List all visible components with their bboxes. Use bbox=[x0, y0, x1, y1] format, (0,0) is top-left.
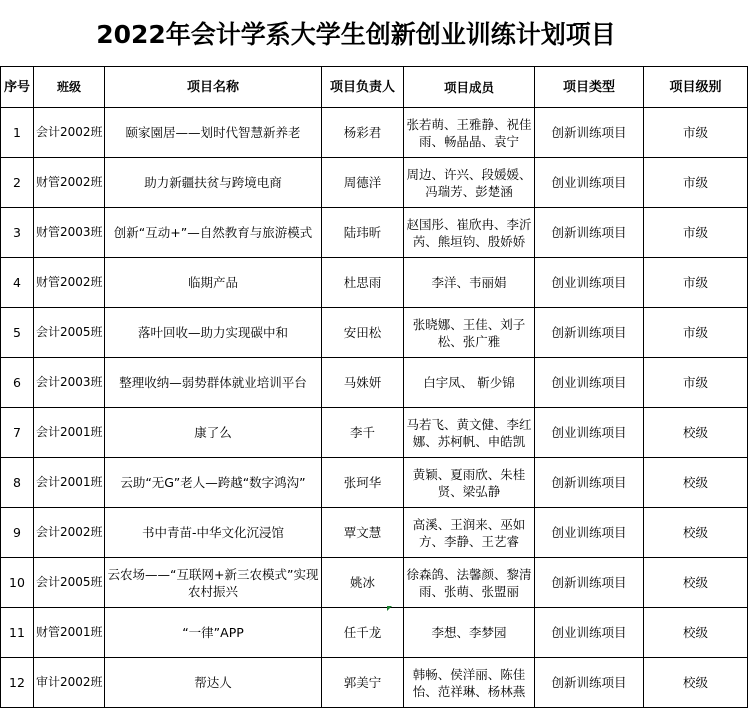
cell-class: 会计2005班 bbox=[34, 558, 105, 608]
cell-no: 4 bbox=[1, 258, 34, 308]
header-class: 班级 bbox=[34, 67, 105, 108]
cell-class: 会计2003班 bbox=[34, 358, 105, 408]
cell-class: 会计2001班 bbox=[34, 458, 105, 508]
cell-no: 6 bbox=[1, 358, 34, 408]
cell-type: 创业训练项目 bbox=[535, 608, 644, 658]
table-row bbox=[1, 558, 748, 608]
project-table bbox=[0, 66, 748, 708]
cell-no: 8 bbox=[1, 458, 34, 508]
cell-level: 市级 bbox=[644, 258, 748, 308]
table-row bbox=[1, 158, 748, 208]
cell-level: 校级 bbox=[644, 458, 748, 508]
cell-members: 韩畅、侯洋丽、陈佳怡、范祥琳、杨林燕 bbox=[404, 658, 535, 708]
cell-level: 校级 bbox=[644, 608, 748, 658]
cell-class: 审计2002班 bbox=[34, 658, 105, 708]
table-row bbox=[1, 258, 748, 308]
cell-leader: 马姝妍 bbox=[322, 358, 404, 408]
cell-members: 李想、李梦园 bbox=[404, 608, 535, 658]
cell-type: 创业训练项目 bbox=[535, 358, 644, 408]
cell-level: 市级 bbox=[644, 158, 748, 208]
cell-leader: 杜思雨 bbox=[322, 258, 404, 308]
cell-project-name: 帮达人 bbox=[105, 658, 322, 708]
cell-leader: 郭美宁 bbox=[322, 658, 404, 708]
cell-members: 白宇凤、 靳少锦 bbox=[404, 358, 535, 408]
cell-level: 校级 bbox=[644, 508, 748, 558]
cell-no: 2 bbox=[1, 158, 34, 208]
cell-leader: 李千 bbox=[322, 408, 404, 458]
cell-type: 创新训练项目 bbox=[535, 308, 644, 358]
cell-type: 创业训练项目 bbox=[535, 508, 644, 558]
cell-leader: 周德洋 bbox=[322, 158, 404, 208]
cell-project-name: 康了么 bbox=[105, 408, 322, 458]
cell-level: 校级 bbox=[644, 558, 748, 608]
cell-level: 市级 bbox=[644, 358, 748, 408]
cell-class: 财管2001班 bbox=[34, 608, 105, 658]
cell-class: 会计2002班 bbox=[34, 508, 105, 558]
cell-leader: 陆玮昕 bbox=[322, 208, 404, 258]
cell-type: 创新训练项目 bbox=[535, 658, 644, 708]
cell-project-name: “一律”APP bbox=[105, 608, 322, 658]
cell-no: 7 bbox=[1, 408, 34, 458]
header-members: 项目成员 bbox=[404, 67, 535, 108]
cell-type: 创新训练项目 bbox=[535, 458, 644, 508]
cell-leader: 姚冰 bbox=[322, 558, 404, 608]
cell-members: 周边、许兴、段媛媛、冯瑞芳、彭楚涵 bbox=[404, 158, 535, 208]
cell-members: 张若萌、王雅静、祝佳雨、畅晶晶、袁宁 bbox=[404, 108, 535, 158]
cell-class: 财管2002班 bbox=[34, 258, 105, 308]
header-level: 项目级别 bbox=[644, 67, 748, 108]
cell-project-name: 云助“无G”老人—跨越“数字鸿沟” bbox=[105, 458, 322, 508]
cell-project-name: 书中青苗-中华文化沉浸馆 bbox=[105, 508, 322, 558]
cell-members: 黄颖、夏雨欣、朱桂贤、梁弘静 bbox=[404, 458, 535, 508]
cell-type: 创业训练项目 bbox=[535, 158, 644, 208]
cell-level: 市级 bbox=[644, 108, 748, 158]
cell-members: 张晓娜、王佳、刘子松、张广雅 bbox=[404, 308, 535, 358]
cell-project-name: 创新“互动+”—自然教育与旅游模式 bbox=[105, 208, 322, 258]
cell-leader: 覃文慧 bbox=[322, 508, 404, 558]
cell-type: 创新训练项目 bbox=[535, 208, 644, 258]
cell-leader: 安田松 bbox=[322, 308, 404, 358]
cell-class: 会计2005班 bbox=[34, 308, 105, 358]
cell-no: 3 bbox=[1, 208, 34, 258]
table-row bbox=[1, 208, 748, 258]
cell-project-name: 颐家園居——划时代智慧新养老 bbox=[105, 108, 322, 158]
table-row bbox=[1, 108, 748, 158]
table-row bbox=[1, 308, 748, 358]
table-row bbox=[1, 508, 748, 558]
cell-project-name: 助力新疆扶贫与跨境电商 bbox=[105, 158, 322, 208]
cell-no: 5 bbox=[1, 308, 34, 358]
cell-members: 高溪、王润来、巫如方、李静、王艺睿 bbox=[404, 508, 535, 558]
cell-no: 12 bbox=[1, 658, 34, 708]
cell-leader: 张珂华 bbox=[322, 458, 404, 508]
cell-type: 创新训练项目 bbox=[535, 108, 644, 158]
cell-members: 马若飞、黄文健、李红娜、苏柯帆、申皓凯 bbox=[404, 408, 535, 458]
table-row bbox=[1, 358, 748, 408]
page-title: 2022年会计学系大学生创新创业训练计划项目 bbox=[96, 20, 616, 49]
cell-level: 校级 bbox=[644, 408, 748, 458]
cell-class: 财管2002班 bbox=[34, 158, 105, 208]
cell-project-name: 整理收纳—弱势群体就业培训平台 bbox=[105, 358, 322, 408]
cell-type: 创业训练项目 bbox=[535, 408, 644, 458]
cell-no: 10 bbox=[1, 558, 34, 608]
cell-leader: 任千龙 bbox=[322, 608, 404, 658]
table-row bbox=[1, 658, 748, 708]
table-row bbox=[1, 408, 748, 458]
cell-class: 会计2002班 bbox=[34, 108, 105, 158]
cell-leader: 杨彩君 bbox=[322, 108, 404, 158]
cell-comment-marker bbox=[387, 606, 392, 611]
cell-type: 创业训练项目 bbox=[535, 258, 644, 308]
cell-members: 李洋、韦丽娟 bbox=[404, 258, 535, 308]
cell-level: 校级 bbox=[644, 658, 748, 708]
cell-project-name: 云农场——“互联网+新三农模式”实现农村振兴 bbox=[105, 558, 322, 608]
cell-members: 徐森鸽、法馨颜、黎清雨、张萌、张盟丽 bbox=[404, 558, 535, 608]
cell-no: 11 bbox=[1, 608, 34, 658]
table-header-row bbox=[1, 67, 748, 108]
header-no: 序号 bbox=[1, 67, 34, 108]
table-row bbox=[1, 608, 748, 658]
cell-no: 1 bbox=[1, 108, 34, 158]
table-row bbox=[1, 458, 748, 508]
cell-no: 9 bbox=[1, 508, 34, 558]
cell-class: 财管2003班 bbox=[34, 208, 105, 258]
header-leader: 项目负责人 bbox=[322, 67, 404, 108]
cell-level: 市级 bbox=[644, 208, 748, 258]
cell-project-name: 落叶回收—助力实现碳中和 bbox=[105, 308, 322, 358]
cell-class: 会计2001班 bbox=[34, 408, 105, 458]
cell-level: 市级 bbox=[644, 308, 748, 358]
cell-type: 创新训练项目 bbox=[535, 558, 644, 608]
header-name: 项目名称 bbox=[105, 67, 322, 108]
cell-project-name: 临期产品 bbox=[105, 258, 322, 308]
cell-members: 赵国彤、崔欣冉、李沂芮、熊垣钧、殷娇娇 bbox=[404, 208, 535, 258]
header-type: 项目类型 bbox=[535, 67, 644, 108]
